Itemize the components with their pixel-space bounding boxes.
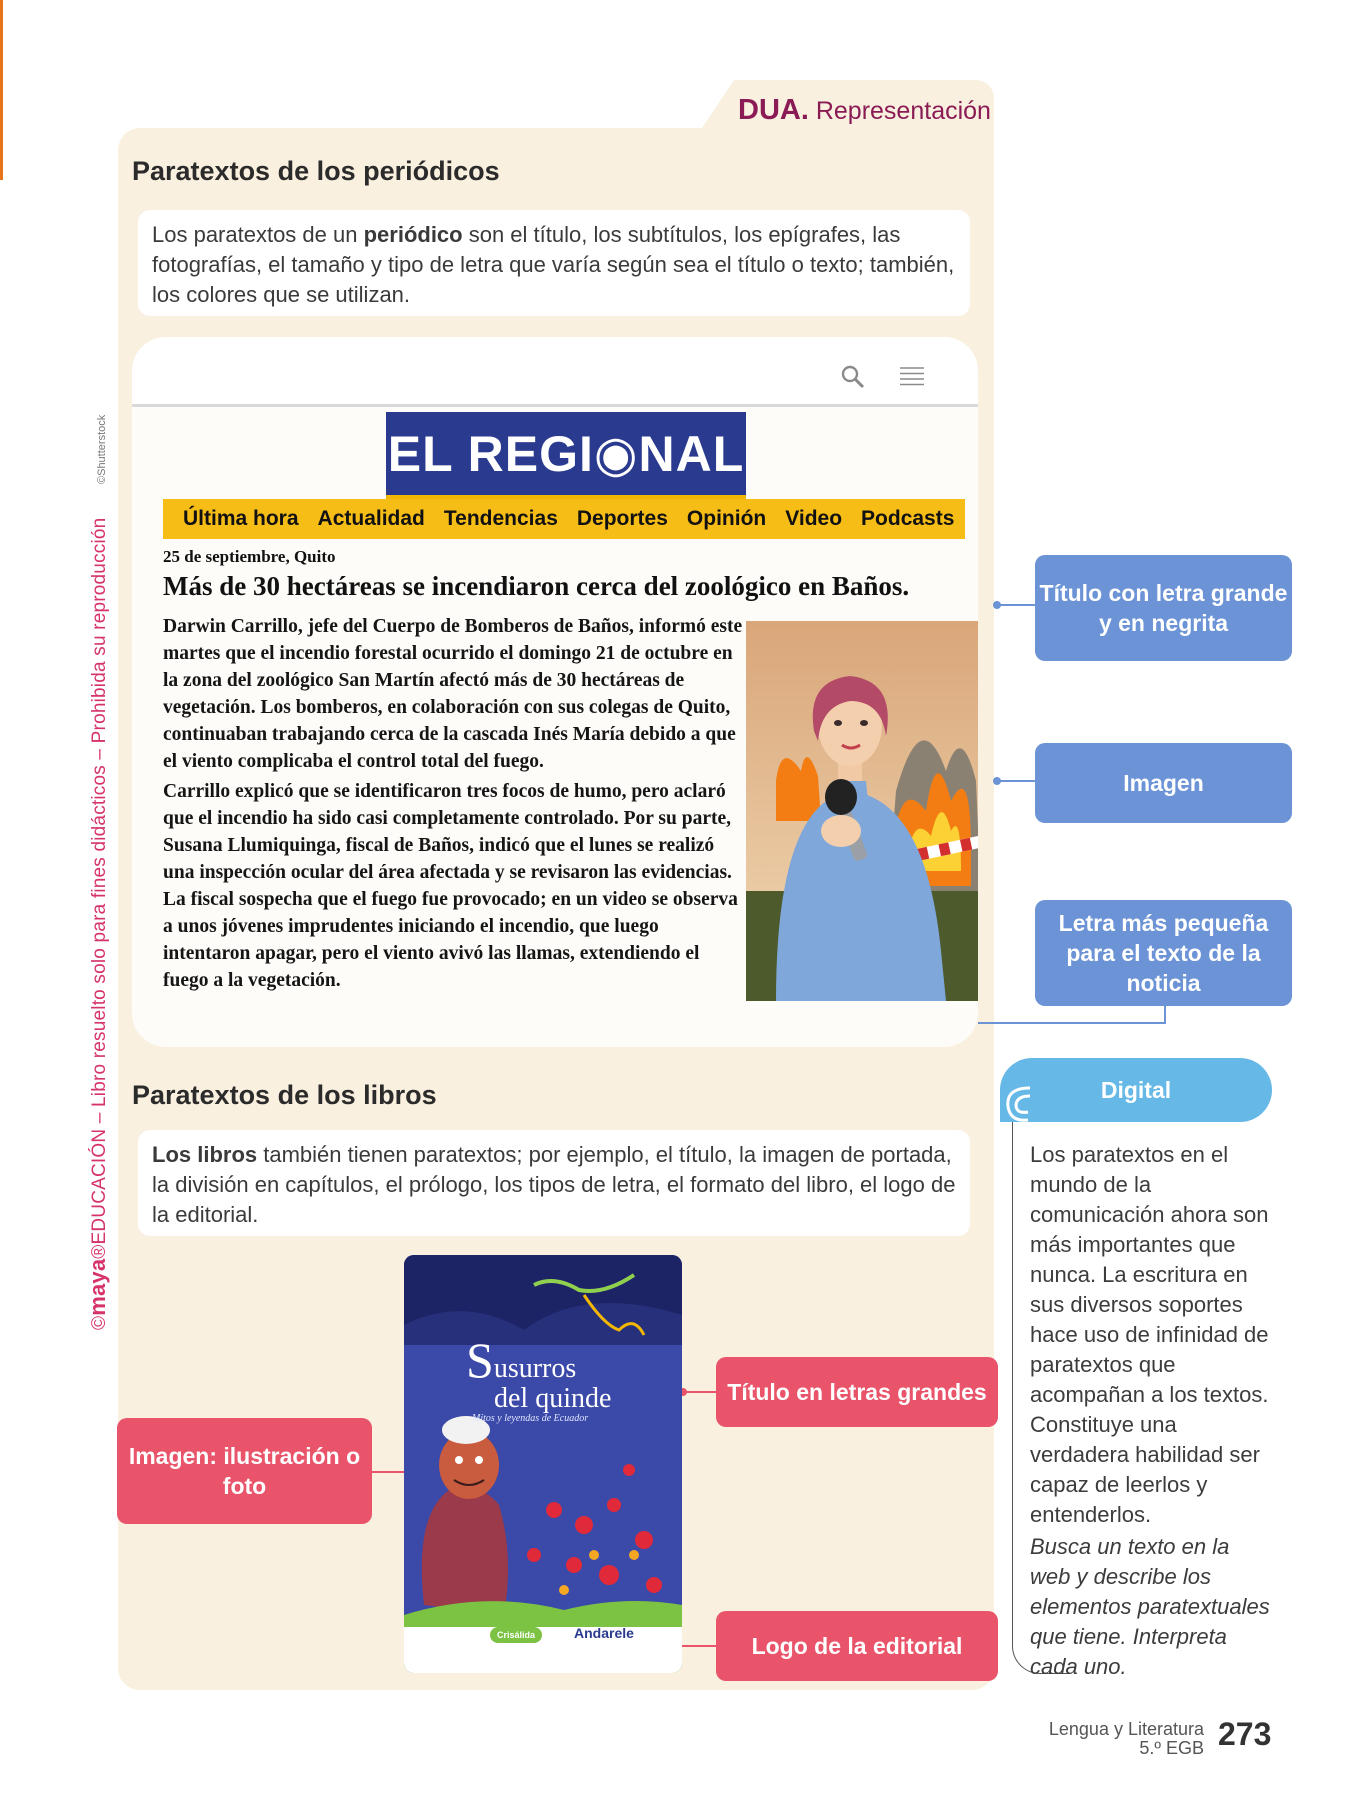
nav-item[interactable]: Video	[785, 507, 843, 530]
nav-item[interactable]: Podcasts	[861, 507, 955, 530]
publisher-logo: Andarele	[574, 1625, 634, 1641]
browser-toolbar	[132, 337, 978, 407]
partner-logo: Crisálida	[490, 1627, 542, 1643]
callout-headline: Título con letra grande y en negrita	[1035, 555, 1292, 661]
page-edge-marker	[0, 0, 3, 180]
nav-item[interactable]: Tendencias	[443, 507, 558, 530]
news-paragraph: Carrillo explicó que se identificaron tres focos de humo, pero aclaró que el incendio ha sido casi completamente controlado. Por su parte, Susana Llumiquinga, fiscal de Baños, indicó que el lunes se realizó una inspección ocular del área afectada y se revisaron las evidencias. La fiscal sospecha que el fuego fue provocado; en un video se observa a unos jóvenes imprudentes iniciando el incendio, que luego intentaron apagar, pero el viento avivó las llamas, extendiendo el fuego a la vegetación.	[163, 781, 738, 991]
image-credit: ©Shutterstock	[96, 414, 108, 484]
digital-task: Busca un texto en la web y describe los elementos paratextuales que tiene. Interpreta cada uno.	[1030, 1534, 1270, 1679]
book-subtitle: Mitos y leyendas de Ecuador	[472, 1413, 589, 1424]
news-date: 25 de septiembre, Quito	[163, 547, 336, 566]
callout-book-logo: Logo de la editorial	[716, 1611, 998, 1681]
search-icon[interactable]	[840, 364, 866, 390]
digital-note	[1030, 1140, 1270, 1682]
book-cover	[404, 1255, 682, 1673]
menu-icon[interactable]	[898, 365, 926, 389]
footer-subject: Lengua y Literatura 5.º EGB	[1048, 1719, 1204, 1758]
section-title-newspapers: Paratextos de los periódicos	[132, 156, 500, 186]
nav-item[interactable]: Actualidad	[317, 507, 425, 530]
callout-image: Imagen	[1035, 743, 1292, 823]
copyright-notice: ©maya®EDUCACIÓN – Libro resuelto solo para fines didácticos – Prohibida su reproducción	[85, 517, 110, 1330]
news-paragraph: Darwin Carrillo, jefe del Cuerpo de Bomberos de Baños, informó este martes que el incendio forestal ocurrido el domingo 21 de octubre en la zona del zoológico San Martín afectó más de 30 hectáreas de vegetación. Los bomberos, en colaboración con sus colegas de Quito, continuaban trabajando cerca de la cascada Inés María debido a que el viento complicaba el control total del fuego.	[163, 616, 743, 772]
nav-item[interactable]: Última hora	[183, 507, 299, 530]
newspaper-logo: EL REGI◉NAL	[386, 412, 746, 497]
callout-small-text: Letra más pequeña para el texto de la noticia	[1035, 900, 1292, 1006]
reporter-illustration	[746, 621, 978, 1001]
book-cover-art	[404, 1255, 682, 1673]
nav-item[interactable]: Opinión	[686, 507, 767, 530]
nav-item[interactable]: Deportes	[576, 507, 668, 530]
callout-book-title: Título en letras grandes	[716, 1357, 998, 1427]
section-title-books: Paratextos de los libros	[132, 1080, 437, 1110]
news-headline: Más de 30 hectáreas se incendiaron cerca del zoológico en Baños.	[163, 571, 910, 601]
book-title: Susurros del quinde	[466, 1332, 612, 1414]
digital-text: Los paratextos en el mundo de la comunicación ahora son más importantes que nunca. La escritura en sus diversos soportes hace uso de infinidad de paratextos que acompañan a los textos. Constituye una verdadera habilidad ser capaz de leerlos y entenderlos.	[1030, 1142, 1269, 1527]
dua-label: DUA. Representación	[738, 94, 991, 126]
news-body	[163, 613, 743, 997]
newspaper-web-mockup	[132, 337, 978, 1047]
newspaper-nav	[163, 499, 965, 539]
callout-book-image: Imagen: ilustración o foto	[117, 1418, 372, 1524]
intro-newspapers: Los paratextos de un periódico son el título, los subtítulos, los epígrafes, las fotografías, el tamaño y tipo de letra que varía según sea el título o texto; también, los colores que se utilizan.	[138, 210, 970, 316]
page-number: 273	[1218, 1716, 1272, 1752]
intro-books: Los libros también tienen paratextos; por ejemplo, el título, la imagen de portada, la división en capítulos, el prólogo, los tipos de letra, el formato del libro, el logo de la editorial.	[138, 1130, 970, 1236]
digital-tab: Digital	[1000, 1058, 1272, 1122]
